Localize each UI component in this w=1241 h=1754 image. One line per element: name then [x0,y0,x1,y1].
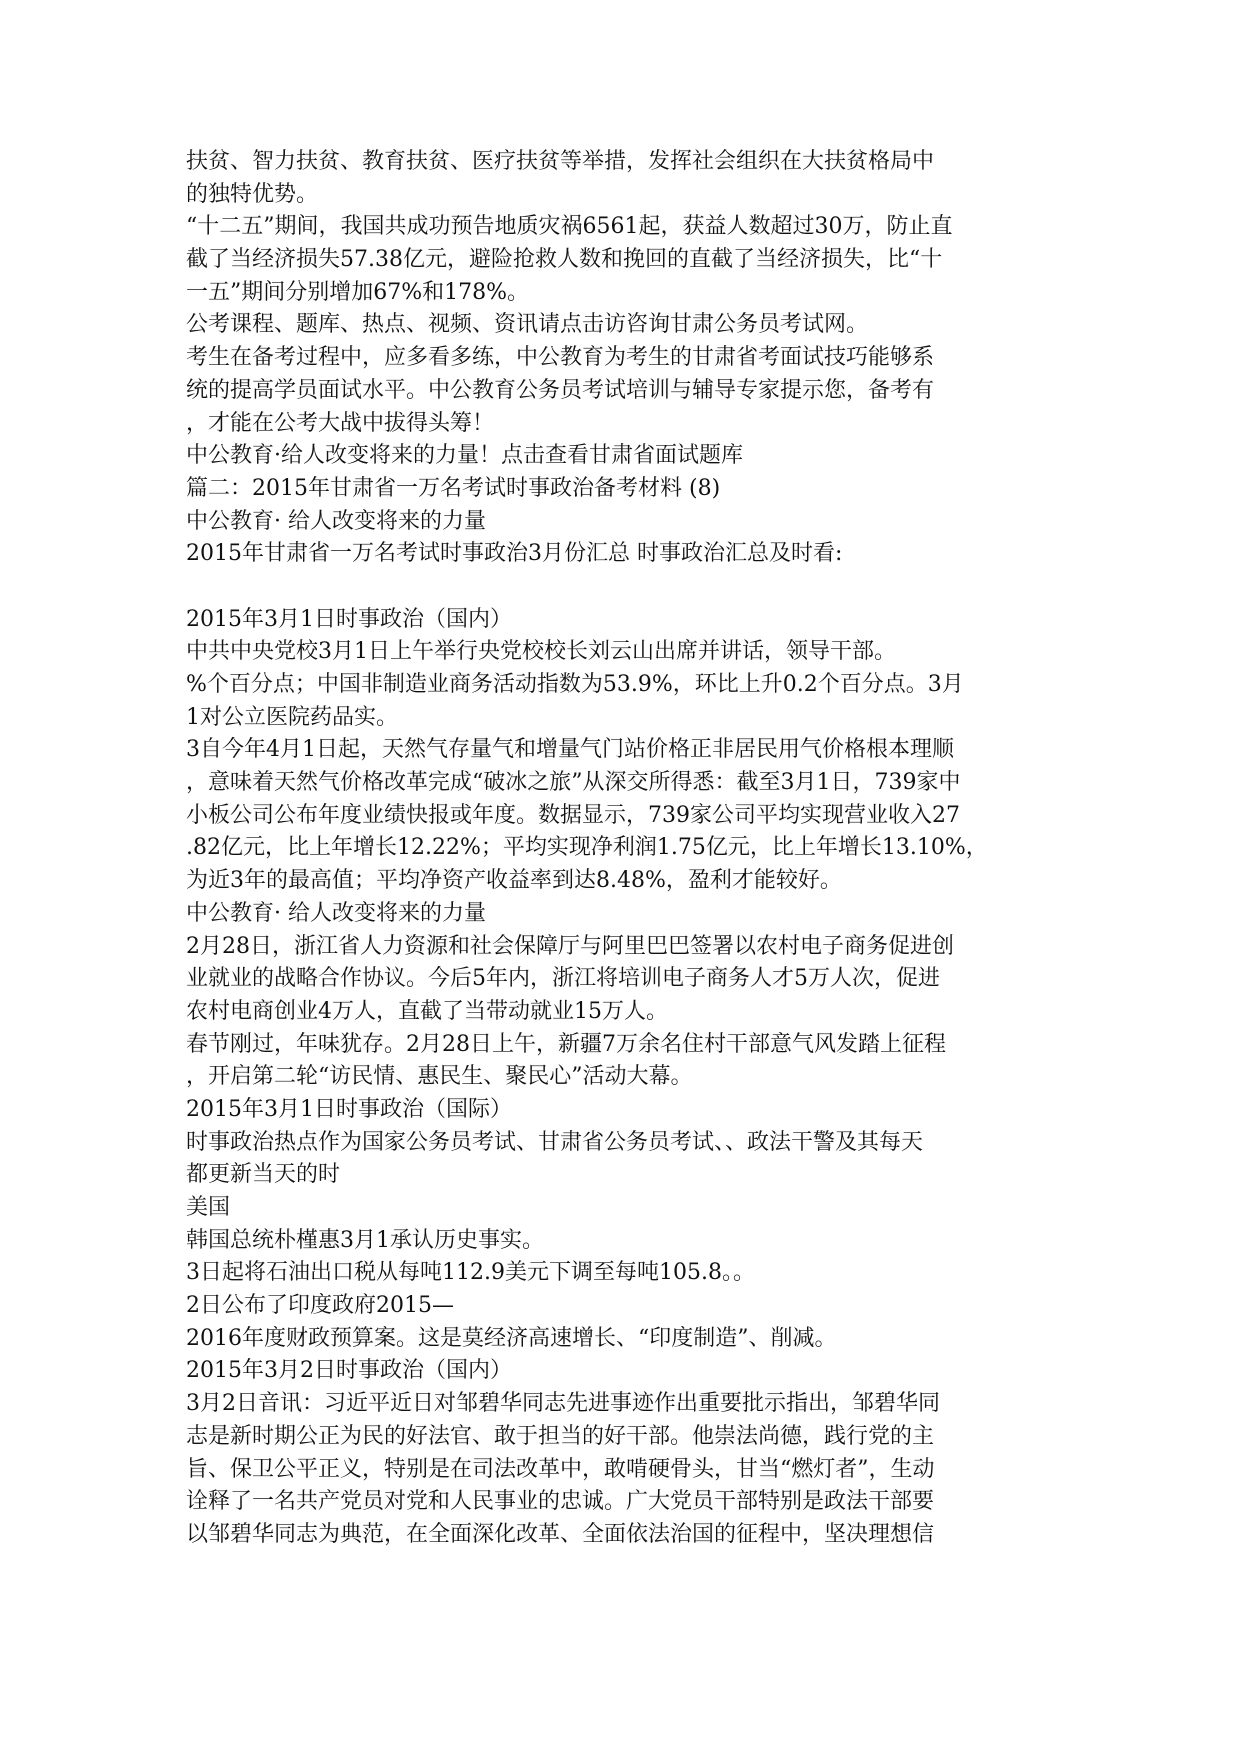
section-heading: 2015年3月2日时事政治（国内） [186,1358,512,1384]
text-line: 2日公布了印度政府2015— [186,1293,454,1319]
text-line: 3日起将石油出口税从每吨112.9美元下调至每吨105.8。。 [186,1260,755,1286]
text-line: 公考课程、题库、热点、视频、资讯请点击访咨询甘肃公务员考试网。 [186,312,869,338]
section-heading: 2015年3月1日时事政治（国内） [186,606,512,632]
text-line: 以邹碧华同志为典范，在全面深化改革、全面依法治国的征程中，坚决理想信 [186,1521,935,1547]
text-line: 扶贫、智力扶贫、教育扶贫、医疗扶贫等举措，发挥社会组织在大扶贫格局中 [186,149,935,174]
text-line: “十二五”期间，我国共成功预告地质灾祸6561起，获益人数超过30万，防止直 [186,214,953,240]
text-line: 为近3年的最高值；平均净资产收益率到达8.48%，盈利才能较好。 [186,868,842,894]
text-line: 的独特优势。 [186,181,319,207]
text-line: 小板公司公布年度业绩快报或年度。数据显示，739家公司平均实现营业收入27 [186,802,960,828]
text-line: ，开启第二轮“访民情、惠民生、聚民心”活动大幕。 [186,1064,693,1090]
text-line: 2015年甘肃省一万名考试时事政治3月份汇总 时事政治汇总及时看: [186,541,843,567]
text-line: 中公教育· 给人改变将来的力量 [186,900,486,926]
document-body [186,146,1056,1552]
text-line: 志是新时期公正为民的好法官、敢于担当的好干部。他崇法尚德，践行党的主 [186,1423,935,1449]
text-line: 一五”期间分别增加67%和178%。 [186,279,530,305]
text-line: ，才能在公考大战中拔得头筹！ [186,410,495,436]
text-line: 都更新当天的时 [186,1162,341,1188]
text-line: 1对公立医院药品实。 [186,704,398,730]
text-line: 旨、保卫公平正义，特别是在司法改革中，敢啃硬骨头，甘当“燃灯者”，生动 [186,1456,935,1482]
section-heading: 篇二：2015年甘肃省一万名考试时事政治备考材料 (8) [186,475,721,501]
text-line: 中公教育·给人改变将来的力量！点击查看甘肃省面试题库 [186,443,743,469]
text-line: 时事政治热点作为国家公务员考试、甘肃省公务员考试、、政法干警及其每天 [186,1129,924,1155]
section-heading: 2015年3月1日时事政治（国际） [186,1096,512,1122]
text-line: 诠释了一名共产党员对党和人民事业的忠诚。广大党员干部特别是政法干部要 [186,1489,935,1515]
text-line: 2月28日，浙江省人力资源和社会保障厅与阿里巴巴签署以农村电子商务促进创 [186,933,954,959]
text-line: 中共中央党校3月1日上午举行央党校校长刘云山出席并讲话，领导干部。 [186,639,896,665]
text-line: .82亿元，比上年增长12.22%；平均实现净利润1.75亿元，比上年增长13.10%， [186,835,988,861]
text-line: 春节刚过，年味犹存。2月28日上午，新疆7万余名住村干部意气风发踏上征程 [186,1031,946,1057]
text-line: 韩国总统朴槿惠3月1承认历史事实。 [186,1227,544,1253]
text-line: 3月2日音讯：习近平近日对邹碧华同志先进事迹作出重要批示指出，邹碧华同 [186,1391,940,1417]
text-line: 3自今年4月1日起，天然气存量气和增量气门站价格正非居民用气价格根本理顺 [186,737,954,763]
blank-line [186,571,1056,604]
text-line: 业就业的战略合作协议。今后5年内，浙江将培训电子商务人才5万人次，促进 [186,966,940,992]
text-line: 考生在备考过程中，应多看多练，中公教育为考生的甘肃省考面试技巧能够系 [186,345,935,371]
text-line: %个百分点；中国非制造业商务活动指数为53.9%，环比上升0.2个百分点。3月 [186,672,964,697]
text-line: 统的提高学员面试水平。中公教育公务员考试培训与辅导专家提示您，备考有 [186,377,935,403]
text-line: 农村电商创业4万人，直截了当带动就业15万人。 [186,998,668,1024]
text-line: 2016年度财政预算案。这是莫经济高速增长、“印度制造”、削减。 [186,1325,837,1351]
text-line: ，意味着天然气价格改革完成“破冰之旅”从深交所得悉：截至3月1日，739家中 [186,770,961,796]
text-line: 美国 [186,1195,231,1220]
text-line: 截了当经济损失57.38亿元，避险抢救人数和挽回的直截了当经济损失，比“十 [186,247,943,273]
text-line: 中公教育· 给人改变将来的力量 [186,508,486,534]
